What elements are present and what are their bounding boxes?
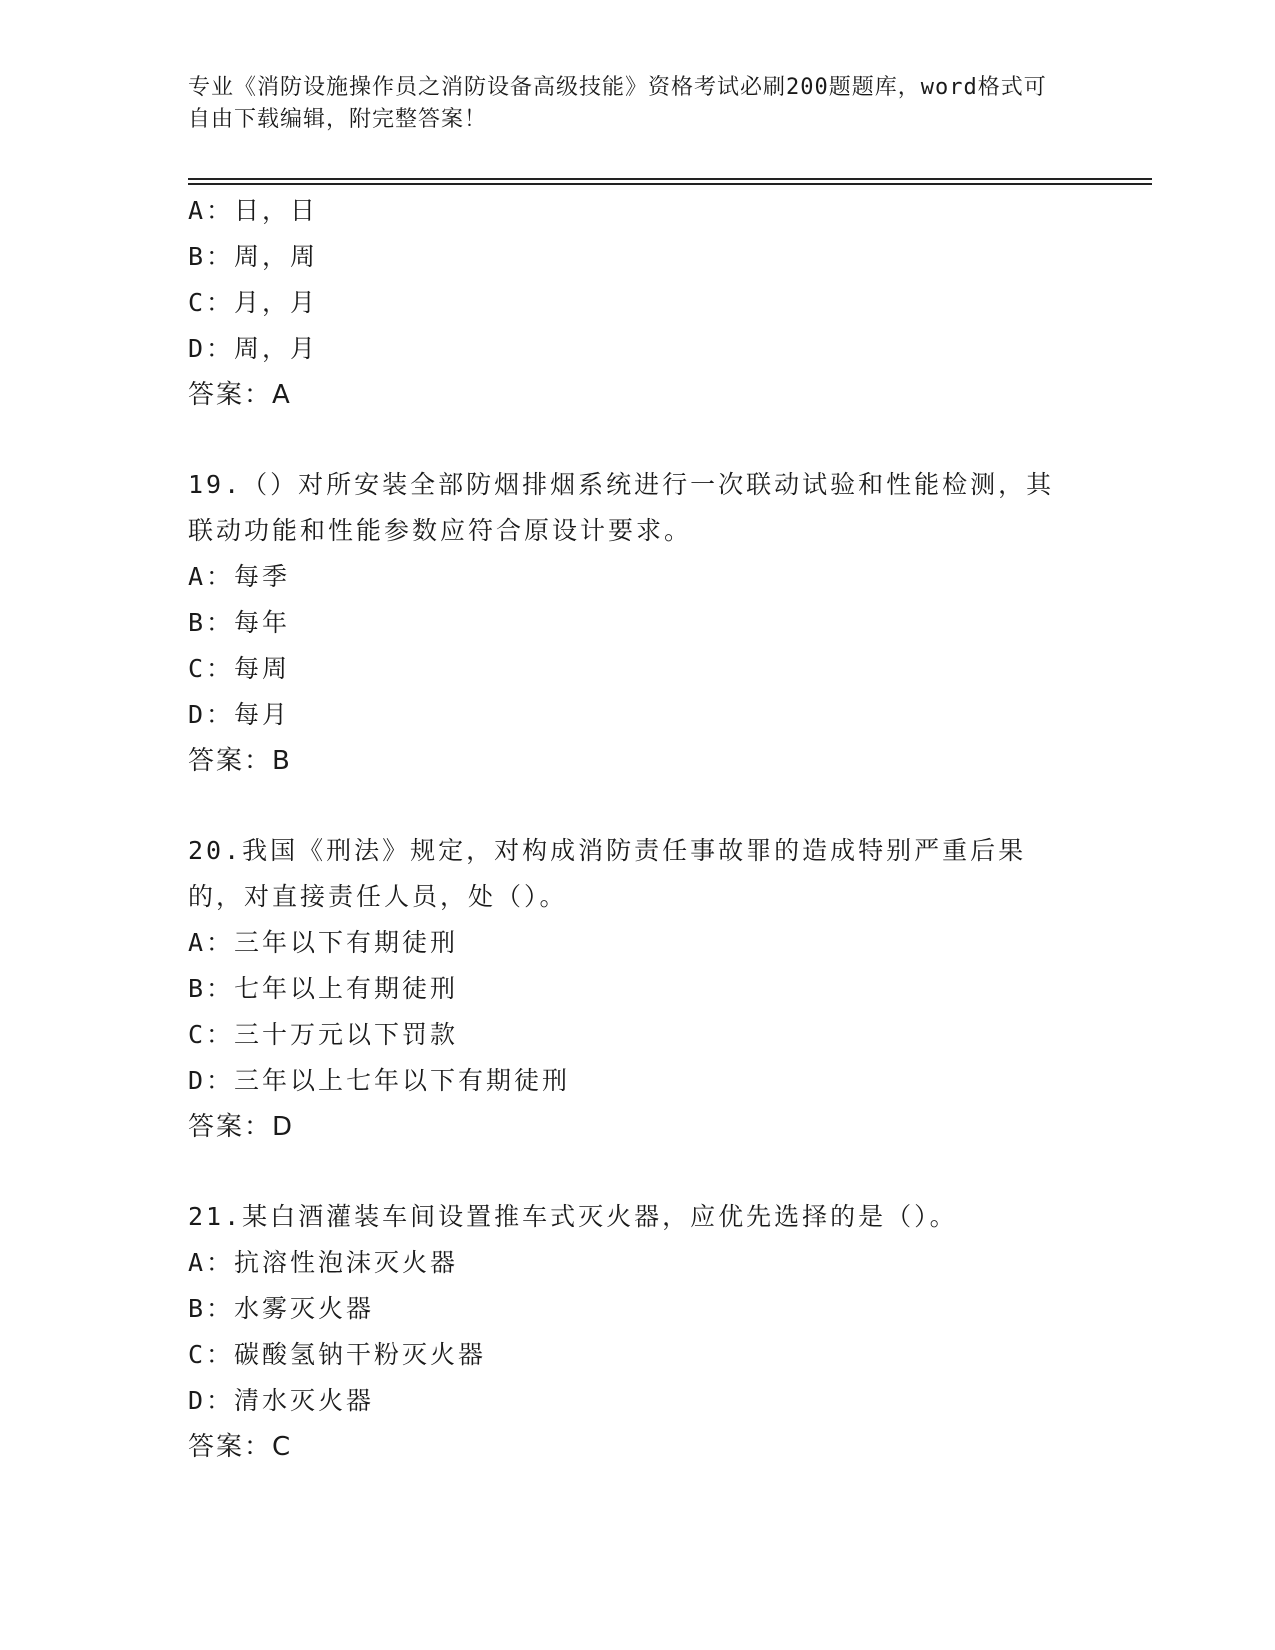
question-text: 19.（）对所安装全部防烟排烟系统进行一次联动试验和性能检测，其联动功能和性能参数应符合原设计要求。 — [188, 470, 1055, 545]
option-c: C：碳酸氢钠干粉灭火器 — [188, 1340, 487, 1369]
option-b: B：水雾灭火器 — [188, 1294, 375, 1323]
question-19-block — [188, 462, 1088, 784]
option-a: A：三年以下有期徒刑 — [188, 928, 459, 957]
option-d: D：每月 — [188, 700, 291, 729]
document-header: 专业《消防设施操作员之消防设备高级技能》资格考试必刷200题题库，word格式可自由下载编辑，附完整答案！ — [188, 75, 1047, 132]
option-d: D：清水灭火器 — [188, 1386, 375, 1415]
option-a: A：每季 — [188, 562, 291, 591]
question-list — [188, 188, 1088, 1470]
option-d: D：周，月 — [188, 334, 319, 363]
option-b: B：每年 — [188, 608, 291, 637]
question-21-block — [188, 1194, 1088, 1470]
header-divider-bottom — [188, 183, 1152, 185]
question-text: 20.我国《刑法》规定，对构成消防责任事故罪的造成特别严重后果的，对直接责任人员，处（）。 — [188, 836, 1027, 911]
header-divider-top — [188, 178, 1152, 180]
question-text: 21.某白酒灌装车间设置推车式灭火器，应优先选择的是（）。 — [188, 1202, 958, 1231]
option-a: A：抗溶性泡沫灭火器 — [188, 1248, 459, 1277]
answer-line: 答案：B — [188, 746, 292, 776]
answer-line: 答案：A — [188, 380, 292, 410]
option-c: C：月，月 — [188, 288, 319, 317]
question-20-block — [188, 828, 1088, 1150]
answer-line: 答案：D — [188, 1112, 295, 1142]
option-c: C：三十万元以下罚款 — [188, 1020, 459, 1049]
option-a: A：日，日 — [188, 196, 319, 225]
option-d: D：三年以上七年以下有期徒刑 — [188, 1066, 571, 1095]
option-b: B：七年以上有期徒刑 — [188, 974, 459, 1003]
option-c: C：每周 — [188, 654, 291, 683]
question-18-block — [188, 188, 1088, 418]
option-b: B：周，周 — [188, 242, 319, 271]
answer-line: 答案：C — [188, 1432, 293, 1462]
